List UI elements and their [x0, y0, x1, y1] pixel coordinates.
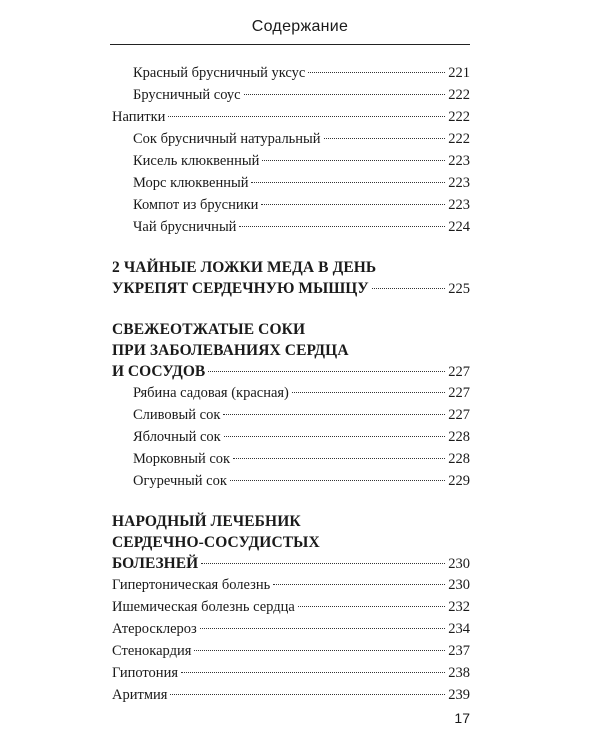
toc-entry[interactable]: [112, 664, 470, 682]
toc-entry-page: 221: [448, 65, 470, 81]
leader-dots: [181, 672, 445, 673]
toc-entry-page: 230: [448, 577, 470, 593]
toc-entry-title: Чай брусничный: [133, 219, 237, 235]
toc-entry[interactable]: [133, 130, 470, 148]
toc-entry-page: 223: [448, 197, 470, 213]
toc-entry-page: 228: [448, 429, 470, 445]
toc-entry-title: Огуречный сок: [133, 473, 227, 489]
section-heading-line: 2 ЧАЙНЫЕ ЛОЖКИ МЕДА В ДЕНЬ: [112, 259, 377, 276]
toc-entry-title: Стенокардия: [112, 643, 192, 659]
section-heading-page: 230: [448, 556, 470, 572]
toc-entry-title: Морковный сок: [133, 451, 231, 467]
leader-dots: [262, 160, 445, 161]
toc-entry[interactable]: [133, 384, 470, 402]
toc-entry[interactable]: [112, 686, 470, 704]
leader-dots: [233, 458, 445, 459]
toc-entry-title: Брусничный соус: [133, 87, 241, 103]
section-heading-title: БОЛЕЗНЕЙ: [112, 555, 199, 572]
toc-entry-page: 228: [448, 451, 470, 467]
toc-entry-page: 232: [448, 599, 470, 615]
leader-dots: [308, 72, 445, 73]
toc-entry-title: Морс клюквенный: [133, 175, 249, 191]
toc-entry-page: 234: [448, 621, 470, 637]
section-heading-entry[interactable]: [112, 360, 470, 383]
leader-dots: [292, 392, 445, 393]
toc-entry[interactable]: [133, 86, 470, 104]
toc-entry-title: Напитки: [112, 109, 166, 125]
leader-dots: [168, 116, 445, 117]
toc-entry[interactable]: [133, 450, 470, 468]
toc-entry-page: 223: [448, 153, 470, 169]
toc-entry-page: 227: [448, 407, 470, 423]
leader-dots: [201, 563, 445, 564]
toc-entry[interactable]: [133, 152, 470, 170]
leader-dots: [223, 414, 445, 415]
toc-entry-page: 229: [448, 473, 470, 489]
toc-entry[interactable]: [133, 472, 470, 490]
toc-entry[interactable]: [133, 64, 470, 82]
section-heading-line: СЕРДЕЧНО-СОСУДИСТЫХ: [112, 534, 320, 551]
leader-dots: [170, 694, 445, 695]
toc-entry-title: Компот из брусники: [133, 197, 259, 213]
leader-dots: [372, 288, 446, 289]
toc-entry-page: 238: [448, 665, 470, 681]
leader-dots: [244, 94, 446, 95]
leader-dots: [230, 480, 445, 481]
leader-dots: [208, 371, 445, 372]
toc-entry-title: Гипертоническая болезнь: [112, 577, 271, 593]
section-heading-line: НАРОДНЫЙ ЛЕЧЕБНИК: [112, 513, 301, 530]
toc-entry-page: 222: [448, 87, 470, 103]
leader-dots: [298, 606, 445, 607]
leader-dots: [251, 182, 445, 183]
toc-entry[interactable]: [133, 428, 470, 446]
toc-entry[interactable]: [112, 642, 470, 660]
toc-entry[interactable]: [133, 218, 470, 236]
toc-entry[interactable]: [112, 108, 470, 126]
toc-entry-page: 239: [448, 687, 470, 703]
section-heading-line: СВЕЖЕОТЖАТЫЕ СОКИ: [112, 321, 306, 338]
toc-entry-title: Рябина садовая (красная): [133, 385, 289, 401]
leader-dots: [273, 584, 445, 585]
section-heading-line: ПРИ ЗАБОЛЕВАНИЯХ СЕРДЦА: [112, 342, 349, 359]
toc-entry-page: 237: [448, 643, 470, 659]
toc-entry-title: Кисель клюквенный: [133, 153, 260, 169]
page-number: 17: [454, 710, 470, 726]
toc-entry[interactable]: [133, 406, 470, 424]
toc-entry-title: Яблочный сок: [133, 429, 221, 445]
toc-entry[interactable]: [133, 196, 470, 214]
toc-entry-page: 227: [448, 385, 470, 401]
toc-entry-page: 223: [448, 175, 470, 191]
toc-entry-page: 224: [448, 219, 470, 235]
section-heading-page: 225: [448, 281, 470, 297]
toc-entry-title: Ишемическая болезнь сердца: [112, 599, 295, 615]
toc-entry-title: Гипотония: [112, 665, 178, 681]
leader-dots: [200, 628, 445, 629]
toc-entry-title: Сок брусничный натуральный: [133, 131, 321, 147]
running-header: Содержание: [251, 18, 349, 35]
section-heading-entry[interactable]: [112, 277, 470, 300]
toc-entry-page: 222: [448, 109, 470, 125]
toc-entry-title: Атеросклероз: [112, 621, 197, 637]
toc-entry-title: Аритмия: [112, 687, 168, 703]
toc-entry-title: Сливовый сок: [133, 407, 221, 423]
section-heading-page: 227: [448, 364, 470, 380]
section-heading-title: УКРЕПЯТ СЕРДЕЧНУЮ МЫШЦУ: [112, 280, 369, 297]
section-heading-title: И СОСУДОВ: [112, 363, 206, 380]
leader-dots: [224, 436, 446, 437]
toc-entry[interactable]: [112, 576, 470, 594]
toc-entry[interactable]: [133, 174, 470, 192]
leader-dots: [261, 204, 445, 205]
leader-dots: [194, 650, 445, 651]
leader-dots: [239, 226, 445, 227]
section-heading-entry[interactable]: [112, 552, 470, 575]
leader-dots: [324, 138, 446, 139]
toc-entry[interactable]: [112, 620, 470, 638]
toc-entry-page: 222: [448, 131, 470, 147]
toc-entry[interactable]: [112, 598, 470, 616]
toc-entry-title: Красный брусничный уксус: [133, 65, 306, 81]
